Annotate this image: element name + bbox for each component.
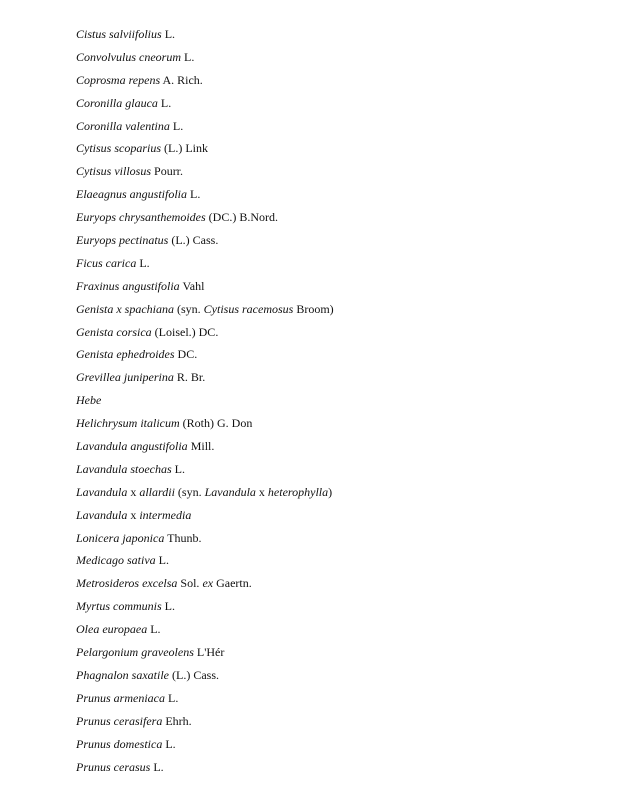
species-authority-2: Gaertn. [213,576,252,591]
species-name: Phagnalon saxatile [76,667,169,682]
species-authority: Ehrh. [162,713,192,728]
species-name: Helichrysum italicum [76,416,180,431]
synonym-epithet: heterophylla [267,484,329,499]
list-item [76,392,334,415]
authority-connector: ex [202,576,214,591]
species-authority: (L.) Link [161,141,209,156]
species-name: Lonicera japonica [76,530,165,545]
list-item [76,346,334,369]
species-authority: L. [155,553,169,568]
list-item [76,507,334,530]
species-authority: DC. [174,347,198,362]
species-authority: (Roth) G. Don [179,416,253,431]
list-item [76,26,334,49]
list-item [76,301,334,324]
species-name: Grevillea juniperina [76,370,174,385]
list-item [76,118,334,141]
species-name: Coronilla glauca [76,95,158,110]
list-item [76,255,334,278]
list-item [76,369,334,392]
list-item [76,140,334,163]
species-epithet: intermedia [139,507,192,522]
species-authority: (L.) Cass. [168,233,219,248]
species-name: Lavandula stoechas [76,461,172,476]
list-item [76,690,334,713]
species-epithet: allardii [139,484,175,499]
species-authority: L. [169,118,184,133]
hybrid-sign: x [127,507,140,522]
species-name: Prunus cerasifera [76,713,163,728]
species-name: Coronilla valentina [76,118,170,133]
synonym-name: Cytisus racemosus [203,301,294,316]
species-name: Metrosideros excelsa [76,576,178,591]
species-name: Myrtus communis [76,599,162,614]
list-item [76,598,334,621]
species-name: Pelargonium graveolens [76,645,194,660]
species-list [76,26,334,781]
list-item [76,278,334,301]
list-item [76,324,334,347]
list-item [76,736,334,759]
species-authority: L. [187,187,201,202]
species-name: Euryops pectinatus [76,233,169,248]
list-item [76,644,334,667]
species-authority: Pourr. [151,164,184,179]
species-authority: Vahl [179,278,205,293]
species-authority: L. [136,255,150,270]
species-authority: L. [161,27,176,41]
genus-name: Lavandula [76,507,128,522]
species-name: Euryops chrysanthemoides [76,210,206,225]
list-item [76,163,334,186]
species-name: Prunus cerasus [76,759,151,774]
list-item [76,72,334,95]
list-item [76,95,334,118]
species-name: Prunus domestica [76,736,163,751]
list-item [76,484,334,507]
species-name: Cytisus villosus [76,164,152,179]
species-authority: Mill. [187,439,215,454]
species-authority: A. Rich. [160,72,203,87]
list-item [76,713,334,736]
list-item [76,552,334,575]
species-note: (syn. [174,484,205,499]
list-item [76,575,334,598]
species-authority: L. [161,599,176,614]
species-authority: (Loisel.) DC. [151,324,219,339]
species-name: Coprosma repens [76,72,161,87]
species-authority: L. [147,622,161,637]
species-name: Genista x spachiana [76,301,174,316]
list-item [76,461,334,484]
list-item [76,49,334,72]
species-note: (syn. [174,301,204,316]
list-item [76,438,334,461]
species-authority: Thunb. [164,530,202,545]
species-name: Cytisus scoparius [76,141,162,156]
species-name: Olea europaea [76,622,148,637]
closing-paren: ) [328,484,333,499]
species-name: Cistus salviifolius [76,27,162,41]
species-authority: L. [162,736,176,751]
species-name: Lavandula angustifolia [76,439,188,454]
list-item [76,667,334,690]
species-authority: Sol. [177,576,203,591]
list-item [76,530,334,553]
species-authority: (L.) Cass. [169,667,219,682]
species-name: Medicago sativa [76,553,156,568]
species-authority: L. [157,95,172,110]
species-authority: L'Hér [193,645,225,660]
species-name: Fraxinus angustifolia [76,278,180,293]
species-name: Convolvulus cneorum [76,49,181,64]
list-item [76,232,334,255]
hybrid-sign: x [127,484,140,499]
genus-name: Lavandula [76,484,128,499]
species-authority: L. [180,49,195,64]
synonym-genus: Lavandula [204,484,256,499]
species-authority: (DC.) B.Nord. [205,210,278,225]
species-authority: L. [165,690,179,705]
species-authority: L. [150,759,164,774]
species-name: Ficus carica [76,255,137,270]
list-item [76,186,334,209]
species-authority: R. Br. [173,370,206,385]
species-name: Genista corsica [76,324,152,339]
list-item [76,209,334,232]
hybrid-sign: x [255,484,268,499]
species-name: Genista ephedroides [76,347,175,362]
list-item [76,759,334,782]
list-item [76,621,334,644]
species-name: Hebe [76,393,102,408]
synonym-authority: Broom) [293,301,334,316]
species-name: Prunus armeniaca [76,690,165,705]
species-authority: L. [171,461,186,476]
list-item [76,415,334,438]
species-name: Elaeagnus angustifolia [76,187,187,202]
